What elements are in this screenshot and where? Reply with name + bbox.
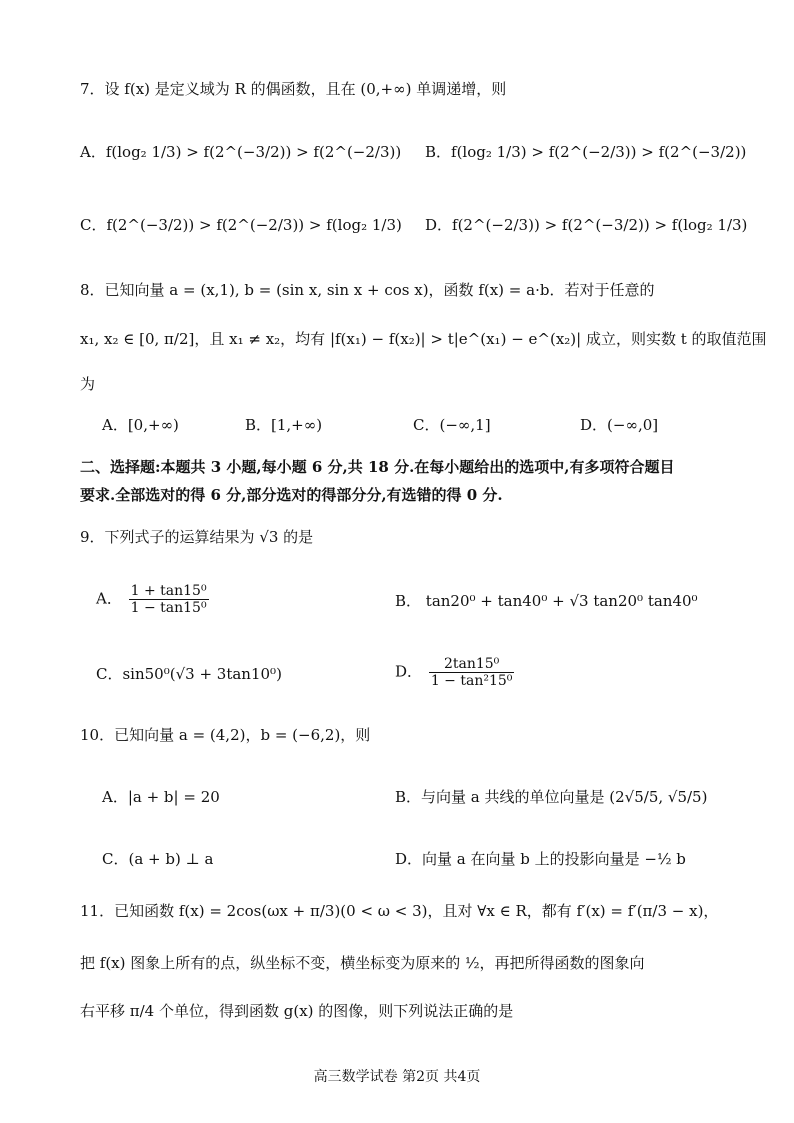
q7-option-b: B．f(log₂ 1/3) > f(2^(−2/3)) > f(2^(−3/2)) bbox=[425, 143, 747, 161]
q9-option-b: B． tan20⁰ + tan40⁰ + √3 tan20⁰ tan40⁰ bbox=[395, 592, 698, 610]
q11-line2: 把 f(x) 图象上所有的点，纵坐标不变，横坐标变为原来的 ½，再把所得函数的图象向 bbox=[80, 954, 645, 972]
q9-option-d bbox=[395, 656, 516, 689]
q7-stem: 7．设 f(x) 是定义域为 R 的偶函数，且在 (0,+∞) 单调递增，则 bbox=[80, 80, 507, 98]
q11-line3: 右平移 π/4 个单位，得到函数 g(x) 的图像，则下列说法正确的是 bbox=[80, 1002, 514, 1020]
q9-option-d-numerator: 2tan15⁰ bbox=[429, 656, 515, 673]
q9-option-d-denominator: 1 − tan²15⁰ bbox=[430, 673, 513, 689]
q9-option-c: C．sin50⁰(√3 + 3tan10⁰) bbox=[96, 665, 282, 683]
section2-line2: 要求.全部选对的得 6 分,部分选对的得部分分,有选错的得 0 分. bbox=[80, 486, 503, 504]
q8-option-d: D．(−∞,0] bbox=[580, 416, 659, 434]
page-footer: 高三数学试卷 第2页 共4页 bbox=[313, 1069, 481, 1085]
q10-option-d: D．向量 a 在向量 b 上的投影向量是 −½ b bbox=[395, 850, 686, 868]
q11-line1: 11．已知函数 f(x) = 2cos(ωx + π/3)(0 < ω < 3)，且对 ∀x ∈ R，都有 f′(x) = f′(π/3 − x)， bbox=[80, 902, 719, 920]
q9-option-a-label: A． bbox=[96, 589, 122, 608]
q8-line2: x₁, x₂ ∈ [0, π/2]，且 x₁ ≠ x₂，均有 |f(x₁) − f(x₂)| > t|e^(x₁) − e^(x₂)| 成立，则实数 t 的取值范围 bbox=[80, 330, 767, 348]
q9-stem: 9．下列式子的运算结果为 √3 的是 bbox=[80, 528, 314, 546]
q8-line1: 8．已知向量 a = (x,1), b = (sin x, sin x + cos x)，函数 f(x) = a·b．若对于任意的 bbox=[80, 281, 655, 299]
q9-option-a-numerator: 1 + tan15⁰ bbox=[130, 583, 207, 599]
section2-line1: 二、选择题:本题共 3 小题,每小题 6 分,共 18 分.在每小题给出的选项中,有多项符合题目 bbox=[80, 458, 675, 476]
q10-option-c: C．(a + b) ⊥ a bbox=[102, 850, 214, 868]
q9-option-a-fraction bbox=[129, 583, 209, 616]
q7-option-d: D．f(2^(−2/3)) > f(2^(−3/2)) > f(log₂ 1/3) bbox=[425, 216, 748, 234]
q8-option-a: A．[0,+∞) bbox=[102, 416, 179, 434]
q9-option-a bbox=[96, 583, 211, 616]
q7-option-a: A．f(log₂ 1/3) > f(2^(−3/2)) > f(2^(−2/3)) bbox=[80, 143, 402, 161]
q10-stem: 10．已知向量 a = (4,2)，b = (−6,2)，则 bbox=[80, 726, 371, 744]
q8-line3: 为 bbox=[80, 375, 96, 393]
q10-option-b: B．与向量 a 共线的单位向量是 (2√5/5, √5/5) bbox=[395, 788, 708, 806]
q8-option-b: B．[1,+∞) bbox=[245, 416, 323, 434]
q9-option-a-denominator: 1 − tan15⁰ bbox=[130, 600, 207, 616]
q9-option-d-label: D． bbox=[395, 662, 423, 681]
q8-option-c: C．(−∞,1] bbox=[413, 416, 491, 434]
q9-option-d-fraction bbox=[429, 656, 515, 689]
q10-option-a: A．|a + b| = 20 bbox=[102, 788, 220, 806]
q7-option-c: C．f(2^(−3/2)) > f(2^(−2/3)) > f(log₂ 1/3) bbox=[80, 216, 402, 234]
